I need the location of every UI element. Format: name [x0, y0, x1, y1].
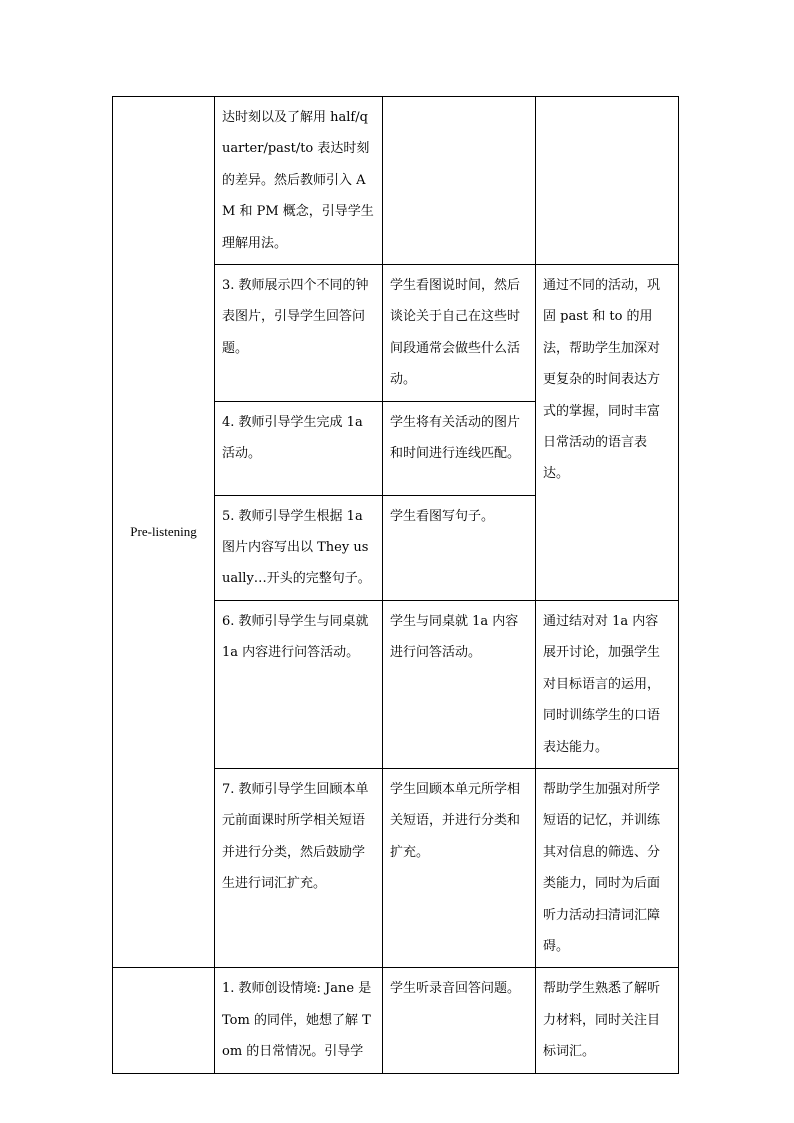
teacher-activity-cell	[215, 968, 383, 1073]
design-purpose-text: 通过结对对 1a 内容展开讨论，加强学生对目标语言的运用，同时训练学生的口语表达能力。	[543, 613, 661, 755]
teacher-activity-text: 4. 教师引导学生完成 1a 活动。	[222, 414, 363, 462]
teacher-activity-cell	[215, 401, 383, 495]
student-activity-cell	[383, 600, 536, 768]
student-activity-text: 学生与同桌就 1a 内容进行问答活动。	[390, 613, 519, 661]
student-activity-text: 学生回顾本单元所学相关短语，并进行分类和扩充。	[390, 781, 521, 860]
stage-label: Pre-listening	[130, 524, 197, 540]
table-row	[113, 97, 679, 265]
student-activity-text: 学生听录音回答问题。	[390, 981, 521, 997]
student-activity-cell	[383, 401, 536, 495]
teacher-activity-text: 5. 教师引导学生根据 1a 图片内容写出以 They usually…开头的完整句子。	[222, 508, 371, 587]
student-activity-text: 学生看图写句子。	[390, 508, 495, 524]
design-purpose-cell	[536, 265, 679, 601]
lesson-plan-table	[112, 96, 679, 1074]
teacher-activity-text: 6. 教师引导学生与同桌就 1a 内容进行问答活动。	[222, 613, 369, 661]
teacher-activity-cell	[215, 265, 383, 402]
student-activity-text: 学生看图说时间，然后谈论关于自己在这些时间段通常会做些什么活动。	[390, 278, 521, 388]
student-activity-cell	[383, 97, 536, 265]
teacher-activity-text: 达时刻以及了解用 half/quarter/past/to 表达时刻的差异。然后教师引入 AM 和 PM 概念，引导学生理解用法。	[222, 110, 374, 251]
teacher-activity-cell	[215, 495, 383, 600]
teacher-activity-text: 7. 教师引导学生回顾本单元前面课时所学相关短语并进行分类，然后鼓励学生进行词汇扩充。	[222, 781, 369, 892]
design-purpose-cell	[536, 768, 679, 967]
student-activity-cell	[383, 265, 536, 402]
teacher-activity-text: 1. 教师创设情境: Jane 是 Tom 的同伴，她想了解 Tom 的日常情况。引导学	[222, 981, 372, 1060]
stage-cell-pre-listening	[113, 97, 215, 968]
student-activity-cell	[383, 968, 536, 1073]
teacher-activity-cell	[215, 600, 383, 768]
design-purpose-cell	[536, 968, 679, 1073]
teacher-activity-text: 3. 教师展示四个不同的钟表图片，引导学生回答问题。	[222, 278, 369, 356]
design-purpose-cell	[536, 97, 679, 265]
teacher-activity-cell	[215, 97, 383, 265]
design-purpose-text: 帮助学生熟悉了解听力材料，同时关注目标词汇。	[543, 981, 661, 1060]
design-purpose-text: 帮助学生加强对所学短语的记忆，并训练其对信息的筛选、分类能力，同时为后面听力活动扫清词汇障碍。	[543, 781, 661, 954]
student-activity-text: 学生将有关活动的图片和时间进行连线匹配。	[390, 414, 521, 462]
student-activity-cell	[383, 768, 536, 967]
design-purpose-cell	[536, 600, 679, 768]
teacher-activity-cell	[215, 768, 383, 967]
stage-cell-while-listening	[113, 968, 215, 1073]
design-purpose-text: 通过不同的活动，巩固 past 和 to 的用法，帮助学生加深对更复杂的时间表达方式的掌握，同时丰富日常活动的语言表达。	[543, 278, 661, 482]
table-row	[113, 968, 679, 1073]
student-activity-cell	[383, 495, 536, 600]
